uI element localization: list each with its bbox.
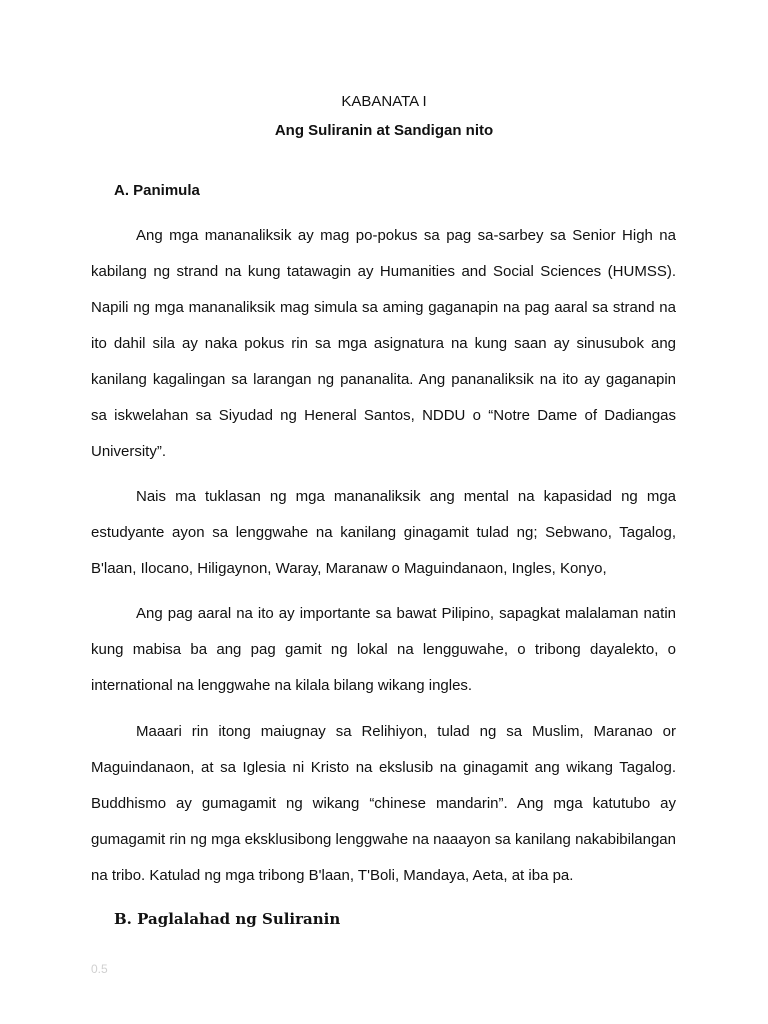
- chapter-title: KABANATA I: [341, 93, 427, 110]
- chapter-subtitle: Ang Suliranin at Sandigan nito: [274, 122, 494, 139]
- paragraph: Nais ma tuklasan ng mga mananaliksik ang mental na kapasidad ng mga estudyante ayon sa lenggwahe na kanilang ginagamit tulad ng; Sebwano, Tagalog, B'laan, Ilocano, Hiligaynon, Waray, Maranaw o Maguindanaon, Ingles, Konyo,: [91, 488, 676, 577]
- page-marker: 0.5: [91, 962, 108, 976]
- section-heading-panimula: A. Panimula: [114, 182, 200, 199]
- paragraph: Ang mga mananaliksik ay mag po-pokus sa pag sa-sarbey sa Senior High na kabilang ng strand na kung tatawagin ay Humanities and Social Sciences (HUMSS). Napili ng mga mananaliksik mag simula sa aming gaganapin na pag aaral sa strand na ito dahil sila ay naka pokus rin sa mga asignatura na kung saan ay sinusubok ang kanilang kagalingan sa larangan ng pananalita. Ang pananaliksik na ito ay gaganapin sa iskwelahan sa Siyudad ng Heneral Santos, NDDU o “Notre Dame of Dadiangas University”.: [91, 227, 676, 460]
- section-heading-paglalahad: B. Paglalahad ng Suliranin: [114, 910, 341, 928]
- paragraph: Ang pag aaral na ito ay importante sa bawat Pilipino, sapagkat malalaman natin kung mabisa ba ang pag gamit ng lokal na lengguwahe, o tribong dayalekto, o international na lenggwahe na kilala bilang wikang ingles.: [91, 605, 676, 694]
- paragraph: Maaari rin itong maiugnay sa Relihiyon, tulad ng sa Muslim, Maranao or Maguindanaon, at sa Iglesia ni Kristo na ekslusib na ginagamit ang wikang Tagalog. Buddhismo ay gumagamit ng wikang “chinese mandarin”. Ang mga katutubo ay gumagamit rin ng mga eksklusibong lenggwahe na naaayon sa kanilang nakabibilangan na tribo. Katulad ng mga tribong B'laan, T'Boli, Mandaya, Aeta, at iba pa.: [91, 723, 676, 884]
